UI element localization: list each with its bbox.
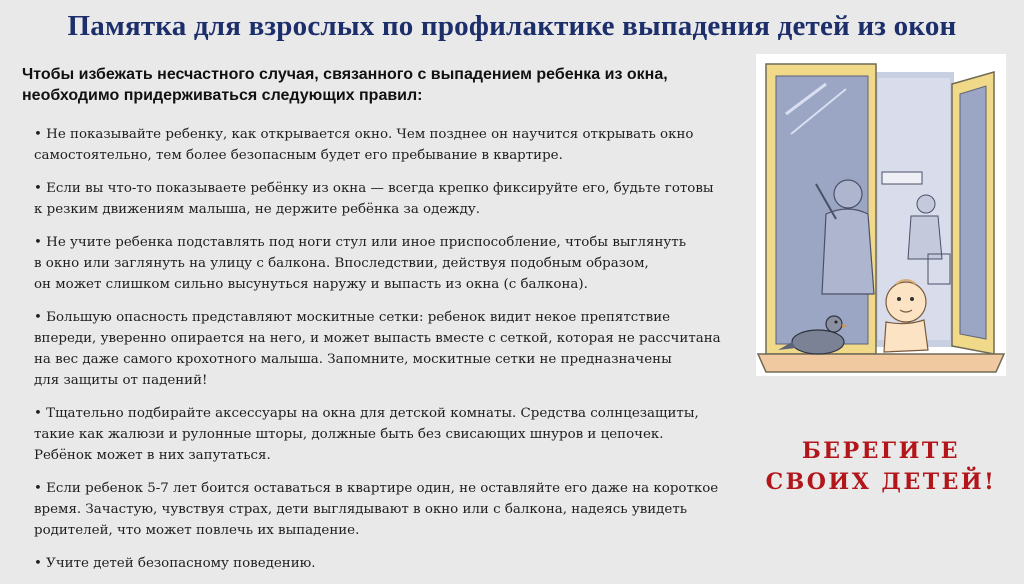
intro-line: Чтобы избежать несчастного случая, связанного с выпадением ребенка из окна, <box>22 66 668 83</box>
rule-item <box>34 124 734 166</box>
rule-line: самостоятельно, тем более безопасным будет его пребывание в квартире. <box>34 148 563 163</box>
page-title: Памятка для взрослых по профилактике выпадения детей из окон <box>67 10 957 42</box>
rule-line: время. Зачастую, чувствуя страх, дети выглядывают в окно или с балкона, надеясь увидеть <box>34 502 688 517</box>
rule-line: Не показывайте ребенку, как открывается окно. Чем позднее он научится открывать окно <box>46 127 694 142</box>
rule-line: к резким движениям малыша, не держите ребёнка за одежду. <box>34 202 480 217</box>
rule-line: Тщательно подбирайте аксессуары на окна для детской комнаты. Средства солнцезащиты, <box>46 406 699 421</box>
rules-list <box>34 124 734 584</box>
rule-item <box>34 553 734 574</box>
rule-line: Учите детей безопасному поведению. <box>46 556 316 571</box>
rule-line: впереди, уверенно опирается на него, и может выпасть вместе с сеткой, которая не рассчитана <box>34 331 721 346</box>
rule-item <box>34 307 734 391</box>
intro-line: необходимо придерживаться следующих правил: <box>22 87 423 104</box>
rule-line: на вес даже самого крохотного малыша. Запомните, москитные сетки не предназначены <box>34 352 672 367</box>
rule-line: Если вы что-то показываете ребёнку из окна — всегда крепко фиксируйте его, будьте готовы <box>46 181 714 196</box>
rule-line: в окно или заглянуть на улицу с балкона. Впоследствии, действуя подобным образом, <box>34 256 649 271</box>
rule-line: Большую опасность представляют москитные сетки: ребенок видит некое препятствие <box>46 310 671 325</box>
rule-line: родителей, что может повлечь их выпадение. <box>34 523 360 538</box>
slogan-line: БЕРЕГИТЕ <box>802 438 960 464</box>
intro-text <box>22 64 722 106</box>
rule-line: Ребёнок может в них запутаться. <box>34 448 271 463</box>
rule-item <box>34 478 734 541</box>
rule-line: он может слишком сильно высунуться наружу и выпасть из окна (с балкона). <box>34 277 588 292</box>
slogan <box>756 436 1006 498</box>
slogan-line: СВОИХ ДЕТЕЙ! <box>765 469 997 495</box>
rule-item <box>34 232 734 295</box>
open-window-child-pigeon-illustration <box>756 54 1006 376</box>
rule-item <box>34 403 734 466</box>
rule-line: Не учите ребенка подставлять под ноги стул или иное приспособление, чтобы выглянуть <box>46 235 686 250</box>
rule-line: для защиты от падений! <box>34 373 208 388</box>
rule-line: Если ребенок 5-7 лет боится оставаться в квартире один, не оставляйте его даже на короткое <box>46 481 719 496</box>
rule-item <box>34 178 734 220</box>
rule-line: такие как жалюзи и рулонные шторы, должные быть без свисающих шнуров и цепочек. <box>34 427 664 442</box>
